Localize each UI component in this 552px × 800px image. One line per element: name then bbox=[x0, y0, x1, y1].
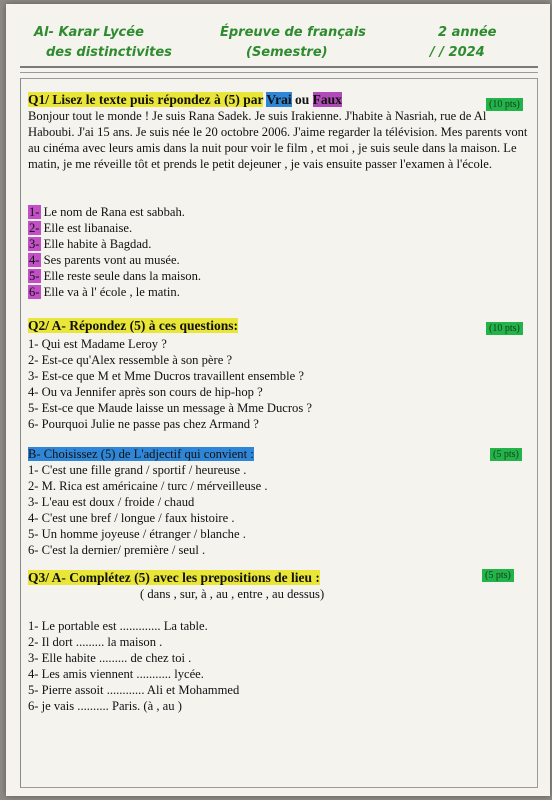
q2b-item: 4- C'est une bref / longue / faux histoire . bbox=[28, 511, 235, 525]
q2a-question: 2- Est-ce qu'Alex ressemble à son père ? bbox=[28, 353, 233, 367]
q3-item: 6- je vais .......... Paris. (à , au ) bbox=[28, 699, 182, 713]
q2a-points-badge: (10 pts) bbox=[486, 322, 523, 335]
q3-title: Q3/ A- Complétez (5) avec les prepositions de lieu : bbox=[28, 570, 320, 585]
q1-statement: 4- Ses parents vont au musée. bbox=[29, 253, 180, 267]
exam-period: (Semestre) bbox=[246, 45, 328, 60]
q2b-item: 6- C'est la dernier/ première / seul . bbox=[28, 543, 206, 557]
q2b-title: B- Choisissez (5) de L'adjectif qui convient : bbox=[28, 447, 254, 461]
q2a-title: Q2/ A- Répondez (5) à ces questions: bbox=[28, 318, 238, 333]
q2a-question: 5- Est-ce que Maude laisse un message à Mme Ducros ? bbox=[28, 401, 312, 415]
q1-statement: 3- Elle habite à Bagdad. bbox=[29, 237, 152, 251]
q2b-points-badge: (5 pts) bbox=[490, 448, 522, 461]
q1-reading-text: Bonjour tout le monde ! Je suis Rana Sadek. Je suis Irakienne. J'habite à Nasriah, rue de Al Haboubi. J'ai 15 ans. Je suis née le 20 octobre 2006. J'aime regarder la télévision. Mes parents vont au cinéma avec leurs amis dans la nuit pour voir le film , et moi , je suis seule dans la maison. Le matin, je me réveille tôt et prends le petit dejeuner , je vais ensuite passer l'examen à l'école. bbox=[28, 109, 528, 171]
q1-ou-label: ou bbox=[295, 92, 310, 107]
q3-item: 2- Il dort ......... la maison . bbox=[28, 635, 163, 649]
q1-points-badge: (10 pts) bbox=[486, 98, 523, 111]
q1-statement: 6- Elle va à l' école , le matin. bbox=[29, 285, 180, 299]
q1-vrai-label: Vrai bbox=[266, 92, 292, 107]
q3-item: 3- Elle habite ......... de chez toi . bbox=[28, 651, 192, 665]
exam-title: Épreuve de français bbox=[220, 25, 366, 40]
q1-title bbox=[28, 92, 342, 108]
q1-faux-label: Faux bbox=[312, 92, 342, 107]
q2a-question: 1- Qui est Madame Leroy ? bbox=[28, 337, 167, 351]
q3-word-bank: ( dans , sur, à , au , entre , au dessus) bbox=[140, 587, 325, 601]
q2b-item: 2- M. Rica est américaine / turc / mérveilleuse . bbox=[28, 479, 268, 493]
q1-statement: 1- Le nom de Rana est sabbah. bbox=[29, 205, 185, 219]
q3-points-badge: (5 pts) bbox=[482, 569, 514, 582]
q3-item: 1- Le portable est ............. La table. bbox=[28, 619, 208, 633]
q1-statement: 5- Elle reste seule dans la maison. bbox=[29, 269, 202, 283]
school-name-line1: Al- Karar Lycée bbox=[34, 25, 144, 40]
q3-item: 5- Pierre assoit ............ Ali et Mohammed bbox=[28, 683, 240, 697]
exam-sheet bbox=[6, 4, 550, 796]
header-rule-top bbox=[20, 66, 538, 68]
q2b-item: 5- Un homme joyeuse / étranger / blanche . bbox=[28, 527, 246, 541]
q1-title-prefix: Q1/ Lisez le texte puis répondez à (5) par bbox=[28, 92, 264, 107]
school-name-line2: des distinctivites bbox=[46, 45, 172, 60]
q2a-question: 3- Est-ce que M et Mme Ducros travaillent ensemble ? bbox=[28, 369, 304, 383]
q2a-question: 4- Ou va Jennifer après son cours de hip-hop ? bbox=[28, 385, 263, 399]
q2a-question: 6- Pourquoi Julie ne passe pas chez Armand ? bbox=[28, 417, 259, 431]
grade-level: 2 année bbox=[438, 25, 497, 40]
header-rule-bottom bbox=[20, 72, 538, 73]
q3-item: 4- Les amis viennent ........... lycée. bbox=[28, 667, 204, 681]
q2b-item: 1- C'est une fille grand / sportif / heureuse . bbox=[28, 463, 247, 477]
q2b-item: 3- L'eau est doux / froide / chaud bbox=[28, 495, 195, 509]
q1-statement: 2- Elle est libanaise. bbox=[29, 221, 133, 235]
exam-date: / / 2024 bbox=[430, 45, 485, 60]
